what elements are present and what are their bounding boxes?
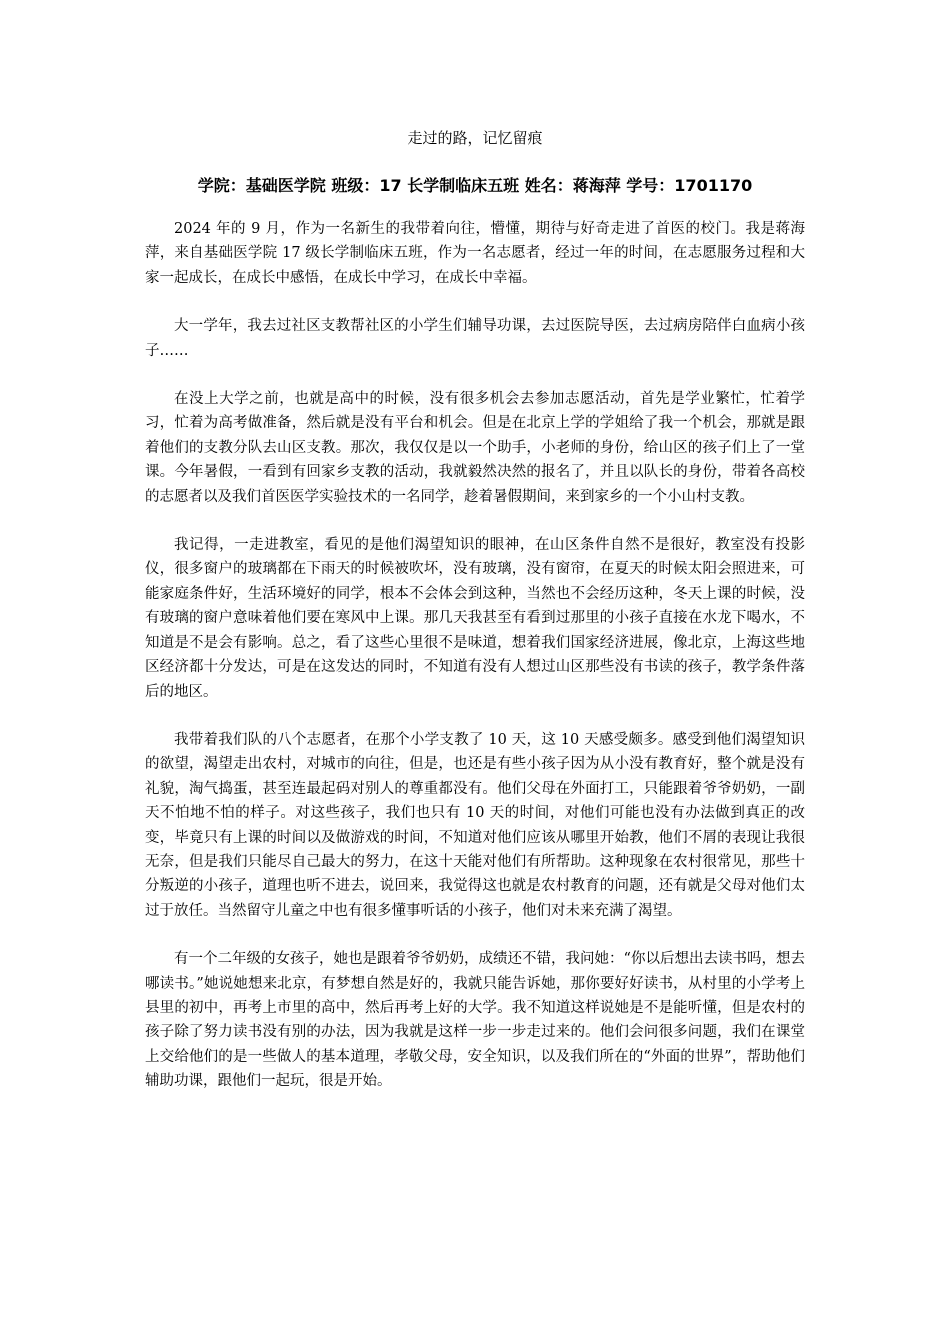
paragraph-4: 我记得，一走进教室，看见的是他们渴望知识的眼神，在山区条件自然不是很好，教室没有投影仪，很多窗户的玻璃都在下雨天的时候被吹坏，没有玻璃，没有窗帘，在夏天的时候太阳会照进来，可能家庭条件好，生活环境好的同学，根本不会体会到这种，当然也不会经历这种，冬天上课的时候，没有玻璃的窗户意味着他们要在寒风中上课。那几天我甚至有看到过那里的小孩子直接在水龙下喝水，不知道是不是会有影响。总之，看了这些心里很不是味道，想着我们国家经济进展，像北京，上海这些地区经济都十分发达，可是在这发达的同时，不知道有没有人想过山区那些没有书读的孩子，教学条件落后的地区。: [145, 537, 805, 700]
paragraph-5: 我带着我们队的八个志愿者，在那个小学支教了 10 天，这 10 天感受颇多。感受到他们渴望知识的欲望，渴望走出农村，对城市的向往，但是，也还是有些小孩子因为从小没有教育好，整个就是没有礼貌，淘气捣蛋，甚至连最起码对别人的尊重都没有。他们父母在外面打工，只能跟着爷爷奶奶，一副天不怕地不怕的样子。对这些孩子，我们也只有 10 天的时间，对他们可能也没有办法做到真正的改变，毕竟只有上课的时间以及做游戏的时间，不知道对他们应该从哪里开始教，他们不屑的表现让我很无奈，但是我们只能尽自己最大的努力，在这十天能对他们有所帮助。这种现象在农村很常见，那些十分叛逆的小孩子，道理也听不进去，说回来，我觉得这也就是农村教育的问题，还有就是父母对他们太过于放任。当然留守儿童之中也有很多懂事听话的小孩子，他们对未来充满了渴望。: [145, 731, 805, 919]
document-title: 走过的路，记忆留痕: [407, 129, 543, 147]
author-info-line: 学院：基础医学院 班级：17 长学制临床五班 姓名：蒋海萍 学号：1701170: [197, 176, 753, 195]
paragraph-1: 2024 年的 9 月，作为一名新生的我带着向往，懵懂，期待与好奇走进了首医的校门。我是蒋海萍，来自基础医学院 17 级长学制临床五班，作为一名志愿者，经过一年的时间，在志愿服务过程和大家一起成长，在成长中感悟，在成长中学习，在成长中幸福。: [145, 221, 805, 286]
paragraph-3: 在没上大学之前，也就是高中的时候，没有很多机会去参加志愿活动，首先是学业繁忙，忙着学习，忙着为高考做准备，然后就是没有平台和机会。但是在北京上学的学姐给了我一个机会，那就是跟着他们的支教分队去山区支教。那次，我仅仅是以一个助手，小老师的身份，给山区的孩子们上了一堂课。今年暑假，一看到有回家乡支教的活动，我就毅然决然的报名了，并且以队长的身份，带着各高校的志愿者以及我们首医医学实验技术的一名同学，趁着暑假期间，来到家乡的一个小山村支教。: [145, 391, 805, 505]
paragraph-6: 有一个二年级的女孩子，她也是跟着爷爷奶奶，成绩还不错，我问她：“你以后想出去读书吗，想去哪读书。”她说她想来北京，有梦想自然是好的，我就只能告诉她，那你要好好读书，从村里的小学考上县里的初中，再考上市里的高中，然后再考上好的大学。我不知道这样说她是不是能听懂，但是农村的孩子除了努力读书没有别的办法，因为我就是这样一步一步走过来的。他们会问很多问题，我们在课堂上交给他们的是一些做人的基本道理，孝敬父母，安全知识，以及我们所在的“外面的世界”，帮助他们辅助功课，跟他们一起玩，很是开始。: [145, 951, 805, 1090]
document-body: [145, 217, 805, 1118]
paragraph-2: 大一学年，我去过社区支教帮社区的小学生们辅导功课，去过医院导医，去过病房陪伴白血病小孩子……: [145, 318, 805, 359]
